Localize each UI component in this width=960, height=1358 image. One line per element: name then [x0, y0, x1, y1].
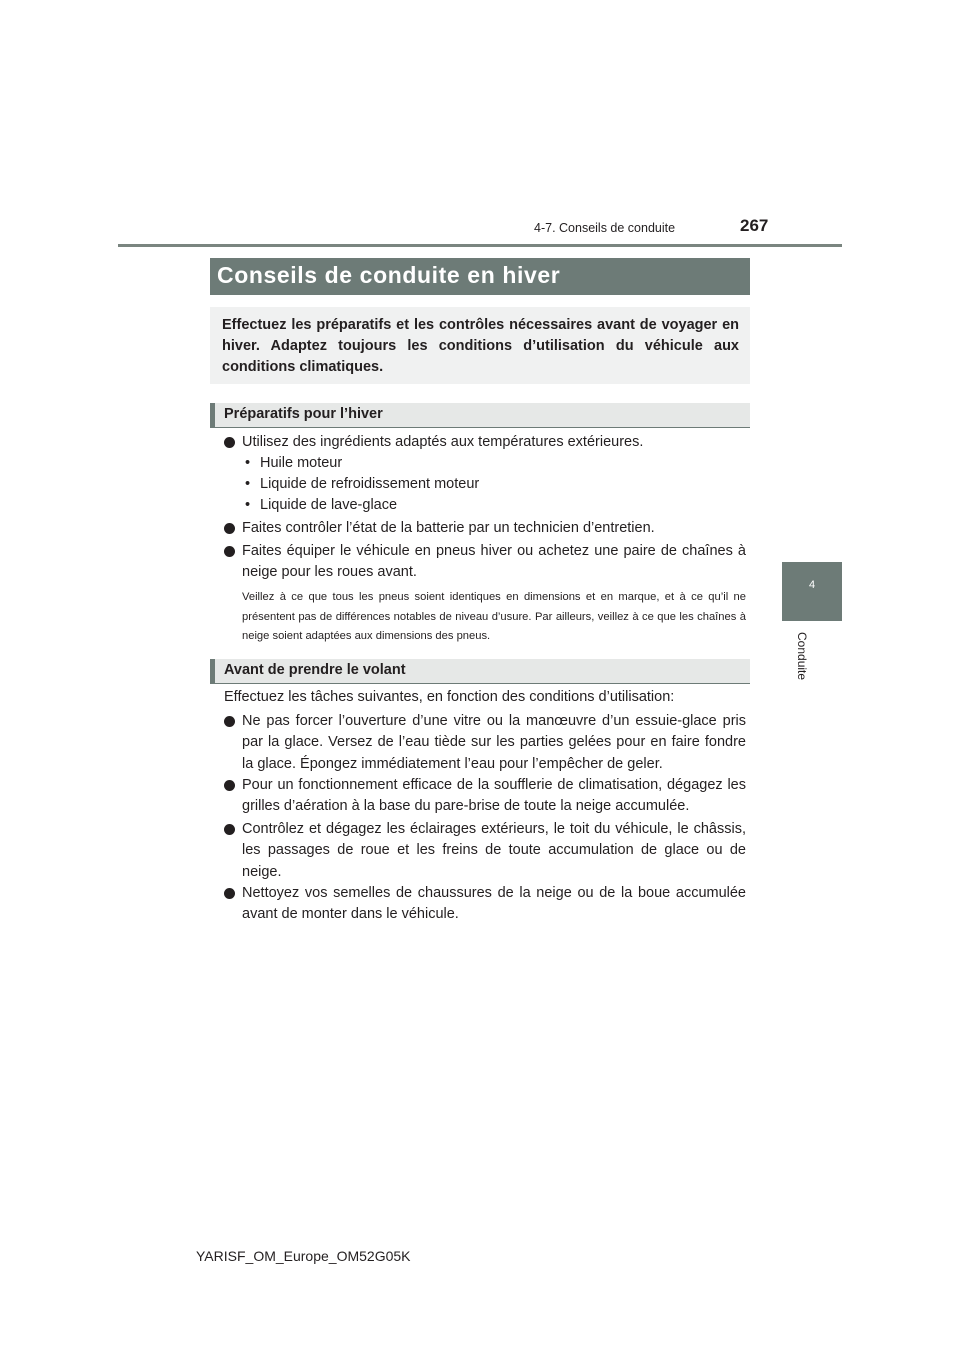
list-item-text: Ne pas forcer l’ouverture d’une vitre ou la manœuvre d’un essuie-glace pris par la glace. Versez de l’eau tiède sur les parties gelées pour en faire fondre la glace. Épongez immédiatement l’eau pour l’empêcher de geler.	[242, 713, 746, 772]
section-lead-text: Effectuez les tâches suivantes, en fonction des conditions d’utilisation:	[224, 689, 675, 705]
list-item	[224, 432, 746, 453]
intro-text: Effectuez les préparatifs et les contrôles nécessaires avant de voyager en hiver. Adaptez toujours les conditions d’utilisation du véhicule aux conditions climatiques.	[222, 317, 739, 375]
heading-accent	[210, 659, 215, 684]
list-item-text: Nettoyez vos semelles de chaussures de la neige ou de la boue accumulée avant de monter dans le véhicule.	[242, 885, 746, 923]
dot-marker-icon: •	[245, 497, 251, 513]
note-text: Veillez à ce que tous les pneus soient identiques en dimensions et en marque, et à ce qu’il ne présentent pas de différences notables de niveau d’usure. Par ailleurs, veillez à ce que les chaînes à neige soient adaptées aux dimensions des pneus.	[242, 591, 746, 642]
heading-accent	[210, 403, 215, 428]
header-rule	[118, 244, 842, 247]
list-item-text: Contrôlez et dégagez les éclairages extérieurs, le toit du véhicule, le châssis, les passages de roue et les freins de toute accumulation de glace ou de neige.	[242, 821, 746, 880]
chapter-tab-number: 4	[808, 579, 816, 591]
list-item	[224, 775, 746, 818]
list-item-text: Pour un fonctionnement efficace de la soufflerie de climatisation, dégagez les grilles d’aération à la base du pare-brise de toute la neige accumulée.	[242, 777, 746, 815]
footer-document-code: YARISF_OM_Europe_OM52G05K	[196, 1248, 411, 1264]
header-section-title: 4-7. Conseils de conduite	[534, 221, 676, 235]
bullet-icon	[224, 437, 235, 448]
sub-list-item	[245, 455, 342, 471]
dot-marker-icon: •	[245, 455, 251, 471]
sub-list-item-text: Huile moteur	[260, 455, 343, 471]
section-heading-label: Préparatifs pour l’hiver	[224, 406, 383, 422]
list-item-text: Utilisez des ingrédients adaptés aux températures extérieures.	[242, 434, 644, 450]
list-item	[224, 518, 746, 539]
section-heading-label: Avant de prendre le volant	[224, 662, 406, 678]
sub-list-item	[245, 497, 397, 513]
section-heading-avant-volant	[210, 659, 750, 684]
sub-list-item	[245, 476, 479, 492]
sub-list-item-text: Liquide de lave-glace	[260, 497, 398, 513]
bullet-icon	[224, 824, 235, 835]
list-item	[224, 541, 746, 584]
bullet-icon	[224, 780, 235, 791]
sub-list-item-text: Liquide de refroidissement moteur	[260, 476, 480, 492]
chapter-tab-label: Conduite	[795, 632, 809, 681]
bullet-icon	[224, 523, 235, 534]
list-item	[224, 711, 746, 775]
page-title: Conseils de conduite en hiver	[217, 262, 561, 288]
list-item-text: Faites contrôler l’état de la batterie par un technicien d’entretien.	[242, 520, 655, 536]
title-bar	[210, 258, 750, 295]
list-item	[224, 819, 746, 883]
bullet-icon	[224, 888, 235, 899]
chapter-tab	[782, 562, 842, 621]
bullet-icon	[224, 716, 235, 727]
dot-marker-icon: •	[245, 476, 251, 492]
list-item-text: Faites équiper le véhicule en pneus hiver ou achetez une paire de chaînes à neige pour les roues avant.	[242, 543, 746, 581]
intro-box	[210, 307, 750, 384]
list-item	[224, 883, 746, 926]
bullet-icon	[224, 546, 235, 557]
section-heading-preparatifs	[210, 403, 750, 428]
page-number: 267	[740, 216, 769, 235]
